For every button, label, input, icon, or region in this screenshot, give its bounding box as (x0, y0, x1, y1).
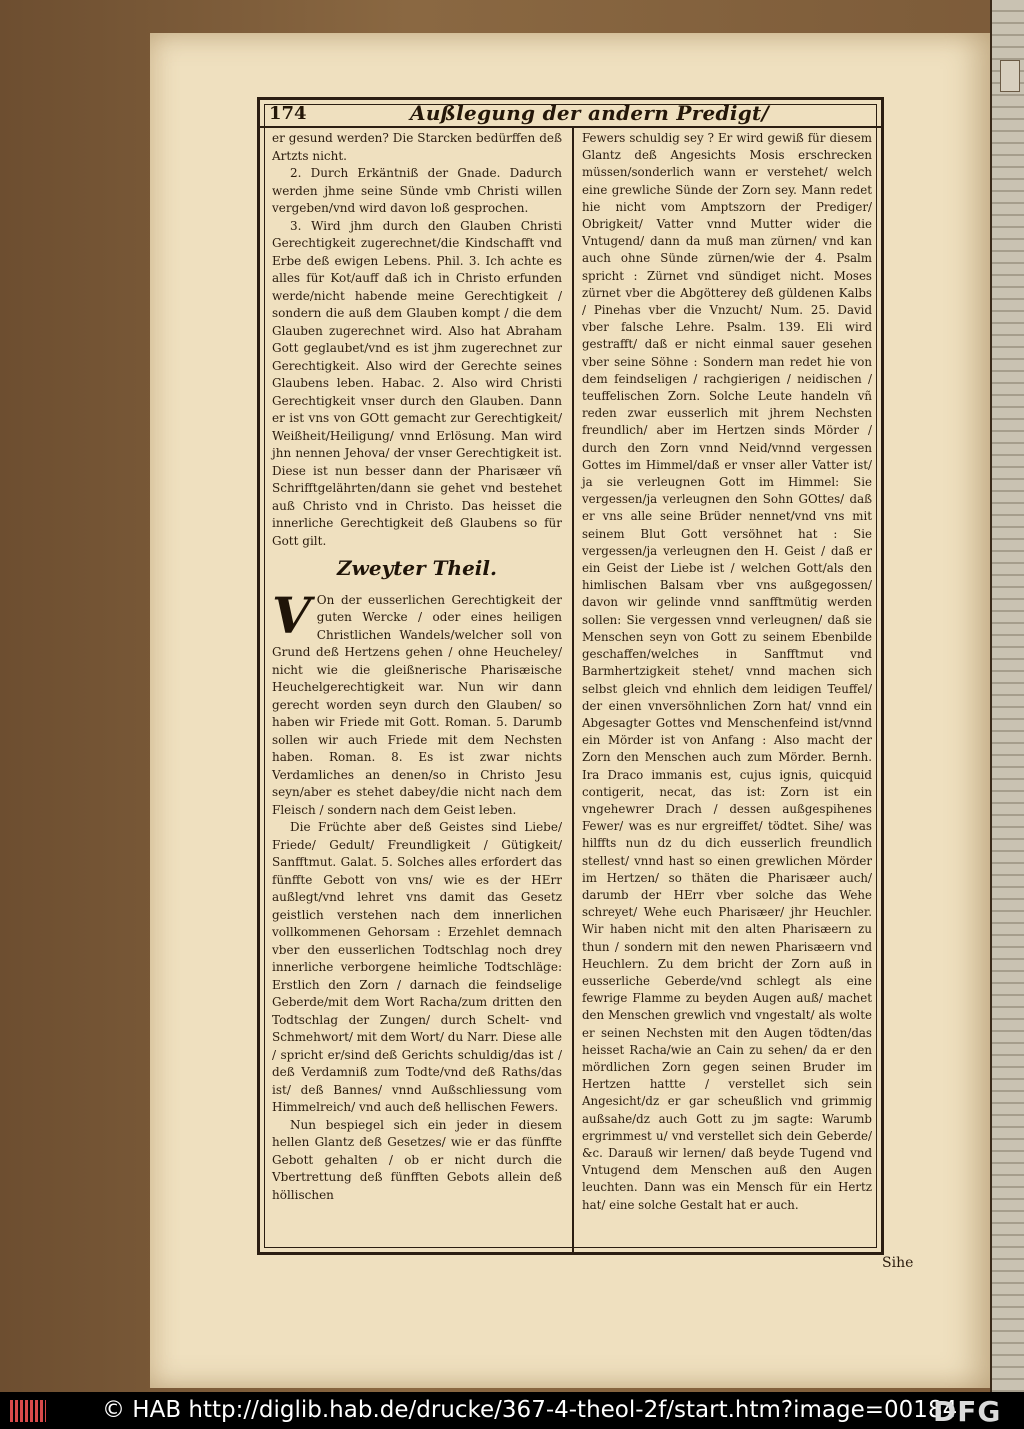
viewer-footer (0, 1392, 1024, 1429)
paragraph: 3. Wird jhm durch den Glauben Christi Gerechtigkeit zugerechnet/die Kindschafft vnd Erbe deß ewigen Lebens. Phil. 3. Ich achte es alles für Kot/auff daß ich in Christo erfunden werde/nicht habende meine Gerechtigkeit / sondern die auß dem Glauben kompt / die dem Glauben zugerechnet wird. Also hat Abraham Gott geglaubet/vnd es ist jhm zugerechnet zur Gerechtigkeit. Also wird der Gerechte seines Glaubens leben. Habac. 2. Also wird Christi Gerechtigkeit vnser durch den Glauben. Dann er ist vns von GOtt gemacht zur Gerechtigkeit/ Weißheit/Heiligung/ vnnd Erlösung. Man wird jhn nennen Jehova/ der vnser Gerechtigkeit ist. Diese ist nun besser dann der Pharisæer vñ Schrifftgelährten/dann sie gehet vnd bestehet auß Christo vnd in Christo. Das heisset die innerliche Gerechtigkeit deß Glaubens so für Gott gilt. (272, 218, 562, 548)
dfg-logo: DFG (933, 1395, 1002, 1428)
paragraph (272, 585, 562, 820)
left-column (272, 130, 562, 1204)
paragraph-text: On der eusserlichen Gerechtigkeit der guten Wercke / oder eines heiligen Christlichen Wandels/welcher soll von Grund deß Hertzens gehen / ohne Heucheley/ nicht wie die gleißnerische Pharisæische Heuchelgerechtigkeit war. Nun wir dann gerecht worden seyn durch den Glauben/ so haben wir Friede mit Gott. Roman. 5. Darumb sollen wir auch Friede mit dem Nechsten haben. Roman. 8. Es ist zwar nichts Verdamliches an denen/so in Christo Jesu seyn/aber es stehet dabey/die nicht nach dem Fleisch / sondern nach dem Geist leben. (272, 592, 562, 817)
section-heading: Zweyter Theil. (337, 556, 497, 580)
paragraph: Nun bespiegel sich ein jeder in diesem hellen Glantz deß Gesetzes/ wie er das fünffte Gebott gehalten / ob er nicht durch die Vbertrettung deß fünfften Gebots allein deß höllischen (272, 1117, 562, 1202)
right-column (582, 130, 872, 1214)
page-headline (260, 100, 881, 128)
catchword: Sihe (882, 1255, 914, 1271)
dropcap-initial: V (272, 585, 311, 645)
page-number: 174 (269, 103, 307, 124)
source-url[interactable]: © HAB http://diglib.hab.de/drucke/367-4-theol-2f/start.htm?image=00184 (102, 1397, 958, 1423)
column-divider (572, 126, 574, 1252)
paragraph: 2. Durch Erkäntniß der Gnade. Dadurch werden jhme seine Sünde vmb Christi willen vergeben/vnd wird davon loß gesprochen. (272, 166, 562, 215)
paragraph: er gesund werden? Die Starcken bedürffen deß Artzts nicht. (272, 131, 562, 163)
text-frame (257, 97, 884, 1255)
barcode-icon (10, 1400, 46, 1422)
scale-ruler (990, 0, 1024, 1392)
book-page (150, 33, 990, 1388)
paragraph: Fewers schuldig sey ? Er wird gewiß für diesem Glantz deß Angesichts Mosis erschrecken müssen/sonderlich wann er verstehet/ welch eine grewliche Sünde der Zorn sey. Mann redet hie nicht vom Amptszorn der Prediger/ Obrigkeit/ Vatter vnnd Mutter wider die Vntugend/ dann da muß man zürnen/ vnd kan auch ohne Sünde zürnen/wie der 4. Psalm spricht : Zürnet vnd sündiget nicht. Moses zürnet vber die Abgötterey deß güldenen Kalbs / Pinehas vber die Vnzucht/ Num. 25. David vber falsche Lehre. Psalm. 139. Eli wird gestrafft/ daß er nicht einmal sauer gesehen vber seine Söhne : Sondern man redet hie von dem feindseligen / rachgierigen / neidischen / teuffelischen Zorn. Solche Leute handeln vñ reden zwar eusserlich mit jhrem Nechsten freundlich/ aber im Hertzen sinds Mörder / durch den Zorn vnnd Neid/vnnd vergessen Gottes im Himmel/daß er vnser aller Vatter ist/ ja sie verleugnen Gott im Himmel: Sie vergessen/ja verleugnen den Sohn GOttes/ daß er vns alle seine Brüder nennet/vnd vns mit seinem Blut Gott versöhnet hat : Sie vergessen/ja verleugnen den H. Geist / daß er ein Geist der Liebe ist / welchen Gott/als den himlischen Balsam vber vns außgegossen/ davon wir gelinde vnnd sanfftmütig werden sollen: Sie vergessen vnnd verleugnen/ daß sie Menschen seyn von Gott zu seinem Ebenbilde geschaffen/welches in Sanfftmut vnd Barmhertzigkeit stehet/ vnnd machen sich selbst gleich vnd ehnlich dem leidigen Teuffel/ der einen vnversöhnlichen Zorn hat/ vnnd ein Abgesagter Gottes vnd Menschenfeind ist/vnnd ein Mörder ist von Anfang : Also macht der Zorn den Menschen auch zum Mörder. Bernh. Ira Draco immanis est, cujus ignis, quicquid contigerit, necat, das ist: Zorn ist ein vngehewrer Drach / dessen außgespihenes Fewer/ was es nur ergreiffet/ tödtet. Sihe/ was hilffts nun dz du dich eusserlich freundlich stellest/ vnnd hast so einen grewlichen Mörder im Hertzen/ so thäten die Pharisæer auch/ darumb der HErr vber solche das Wehe schreyet/ Wehe euch Pharisæer/ jhr Heuchler. Wir haben nicht mit den alten Pharisæern zu thun / sondern mit den newen Pharisæern vnd Heuchlern. Zu dem bricht der Zorn auß in eusserliche Geberde/vnd schlegt als eine fewrige Flamme zu beyden Augen auß/ machet den Menschen grewlich vnd vngestalt/ als wolte er seinen Nechsten mit den Augen tödten/das heisset Racha/wie an Cain zu sehen/ da er den mördlichen Zorn gegen seinen Bruder im Hertzen hattte / verstellet sich sein Angesicht/dz er gar scheußlich vnd grimmig außsahe/dz auch Gott zu jm sagte: Warumb ergrimmest u/ vnd verstellet sich dein Geberde/ &c. Darauß wir lernen/ daß beyde Tugend vnd Vntugend dem Menschen auß den Augen leuchten. Dann was ein Mensch für ein Hertz hat/ eine solche Gestalt hat er auch. (582, 131, 872, 1212)
ruler-clip (1000, 60, 1020, 92)
running-head: Außlegung der andern Predigt/ (410, 101, 770, 125)
paragraph: Die Früchte aber deß Geistes sind Liebe/ Friede/ Gedult/ Freundligkeit / Gütigkeit/ Sanfftmut. Galat. 5. Solches alles erfordert das fünffte Gebott von vns/ wie es der HErr außlegt/vnd lehret vns damit das Gesetz geistlich verstehen nach dem innerlichen vollkommenen Gehorsam : Erzehlet demnach vber den eusserlichen Todtschlag noch drey innerliche verborgene heimliche Todtschläge: Erstlich den Zorn / darnach die feindselige Geberde/mit dem Wort Racha/zum dritten den Todtschlag der Zungen/ durch Schelt- vnd Schmehwort/ mit dem Wort/ du Narr. Diese alle / spricht er/sind deß Gerichts schuldig/das ist / deß Verdamniß zum Todte/vnd deß Raths/das ist/ deß Bannes/ vnnd Außschliessung vom Himmelreich/ vnd auch deß hellischen Fewers. (272, 820, 563, 1114)
